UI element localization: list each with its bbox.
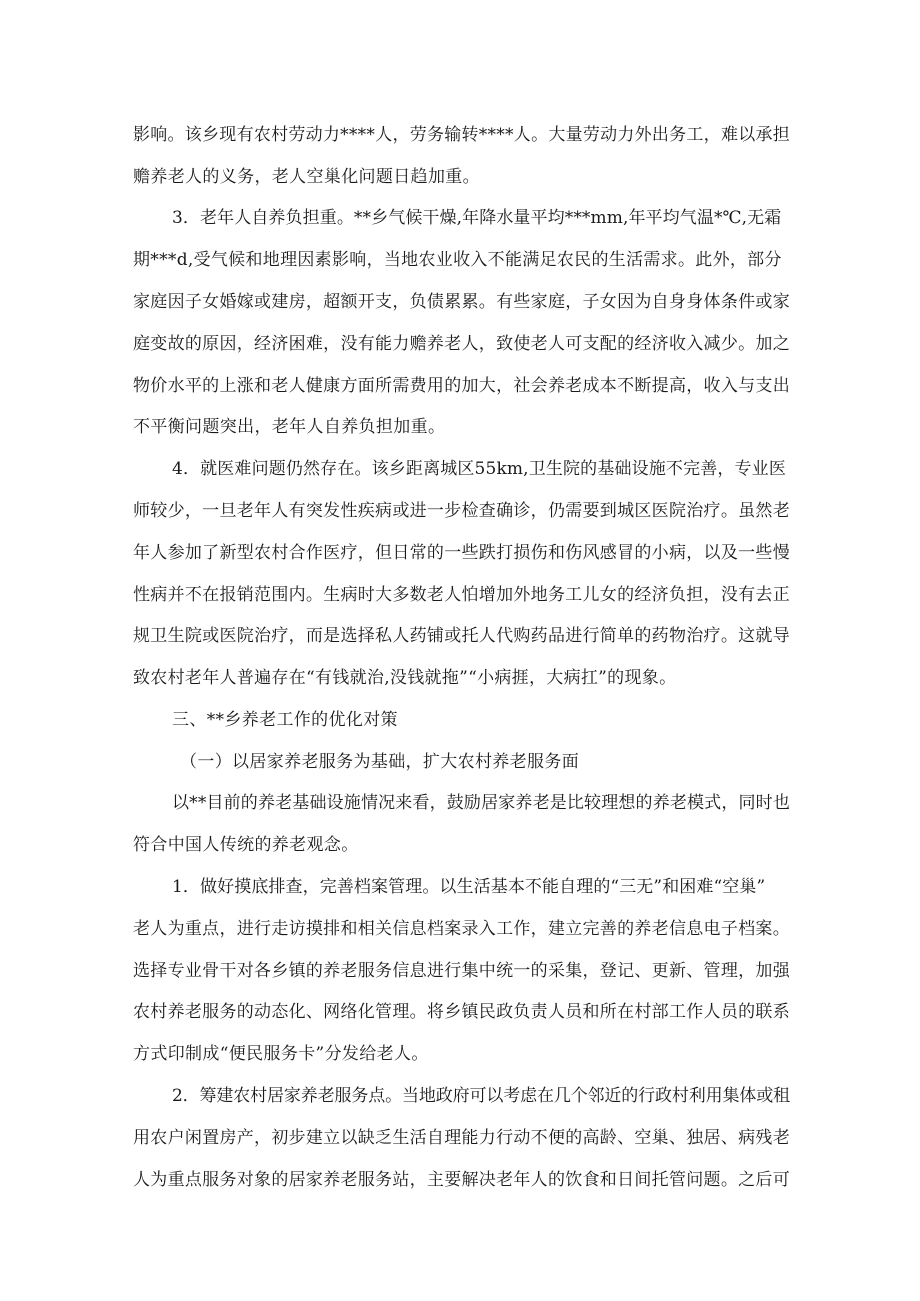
text-line: 人为重点服务对象的居家养老服务站，主要解决老年人的饮食和日间托管问题。之后可	[133, 1170, 790, 1190]
text-line: 符合中国人传统的养老观念。	[133, 835, 359, 855]
text-line: 致农村老年人普遍存在“有钱就治,没钱就拖”“小病捱，大病扛”的现象。	[133, 668, 677, 688]
text-line: 庭变故的原因，经济困难，没有能力赡养老人，致使老人可支配的经济收入减少。加之	[133, 334, 790, 354]
text-line: 老人为重点，进行走访摸排和相关信息档案录入工作，建立完善的养老信息电子档案。	[133, 919, 790, 939]
text-line: 性病并不在报销范围内。生病时大多数老人怕增加外地务工儿女的经济负担，没有去正	[133, 585, 790, 605]
text-line: 选择专业骨干对各乡镇的养老服务信息进行集中统一的采集，登记、更新、管理，加强	[133, 961, 790, 981]
text-line: 农村养老服务的动态化、网络化管理。将乡镇民政负责人员和所在村部工作人员的联系	[133, 1002, 790, 1022]
text-line: 年人参加了新型农村合作医疗，但日常的一些跌打损伤和伤风感冒的小病，以及一些慢	[133, 543, 790, 563]
text-line: 期***d,受气候和地理因素影响，当地农业收入不能满足农民的生活需求。此外，部分	[133, 250, 782, 270]
text-line: 以**目前的养老基础设施情况来看，鼓励居家养老是比较理想的养老模式，同时也	[172, 793, 790, 813]
subsection-heading: （一）以居家养老服务为基础，扩大农村养老服务面	[180, 752, 580, 772]
text-line: 4．就医难问题仍然存在。该乡距离城区55km,卫生院的基础设施不完善，专业医	[172, 459, 786, 479]
text-line: 师较少，一旦老年人有突发性疾病或进一步检查确诊，仍需要到城区医院治疗。虽然老	[133, 501, 790, 521]
text-line: 物价水平的上涨和老人健康方面所需费用的加大，社会养老成本不断提高，收入与支出	[133, 376, 790, 396]
text-line: 不平衡问题突出，老年人自养负担加重。	[133, 417, 446, 437]
text-line: 用农户闲置房产，初步建立以缺乏生活自理能力行动不便的高龄、空巢、独居、病残老	[133, 1128, 790, 1148]
text-line: 1．做好摸底排查，完善档案管理。以生活基本不能自理的“三无”和困难“空巢”	[172, 877, 766, 897]
text-line: 3．老年人自养负担重。**乡气候干燥,年降水量平均***mm,年平均气温*℃,无霜	[172, 208, 782, 228]
text-line: 方式印制成“便民服务卡”分发给老人。	[133, 1044, 429, 1064]
text-line: 家庭因子女婚嫁或建房，超额开支，负债累累。有些家庭，子女因为自身身体条件或家	[133, 292, 790, 312]
text-line: 规卫生院或医院治疗，而是选择私人药铺或托人代购药品进行简单的药物治疗。这就导	[133, 626, 790, 646]
section-heading: 三、**乡养老工作的优化对策	[172, 710, 398, 730]
text-line: 影响。该乡现有农村劳动力****人，劳务输转****人。大量劳动力外出务工，难以承担	[133, 125, 790, 145]
text-line: 赡养老人的义务，老人空巢化问题日趋加重。	[133, 167, 480, 187]
text-line: 2．筹建农村居家养老服务点。当地政府可以考虑在几个邻近的行政村利用集体或租	[172, 1086, 790, 1106]
